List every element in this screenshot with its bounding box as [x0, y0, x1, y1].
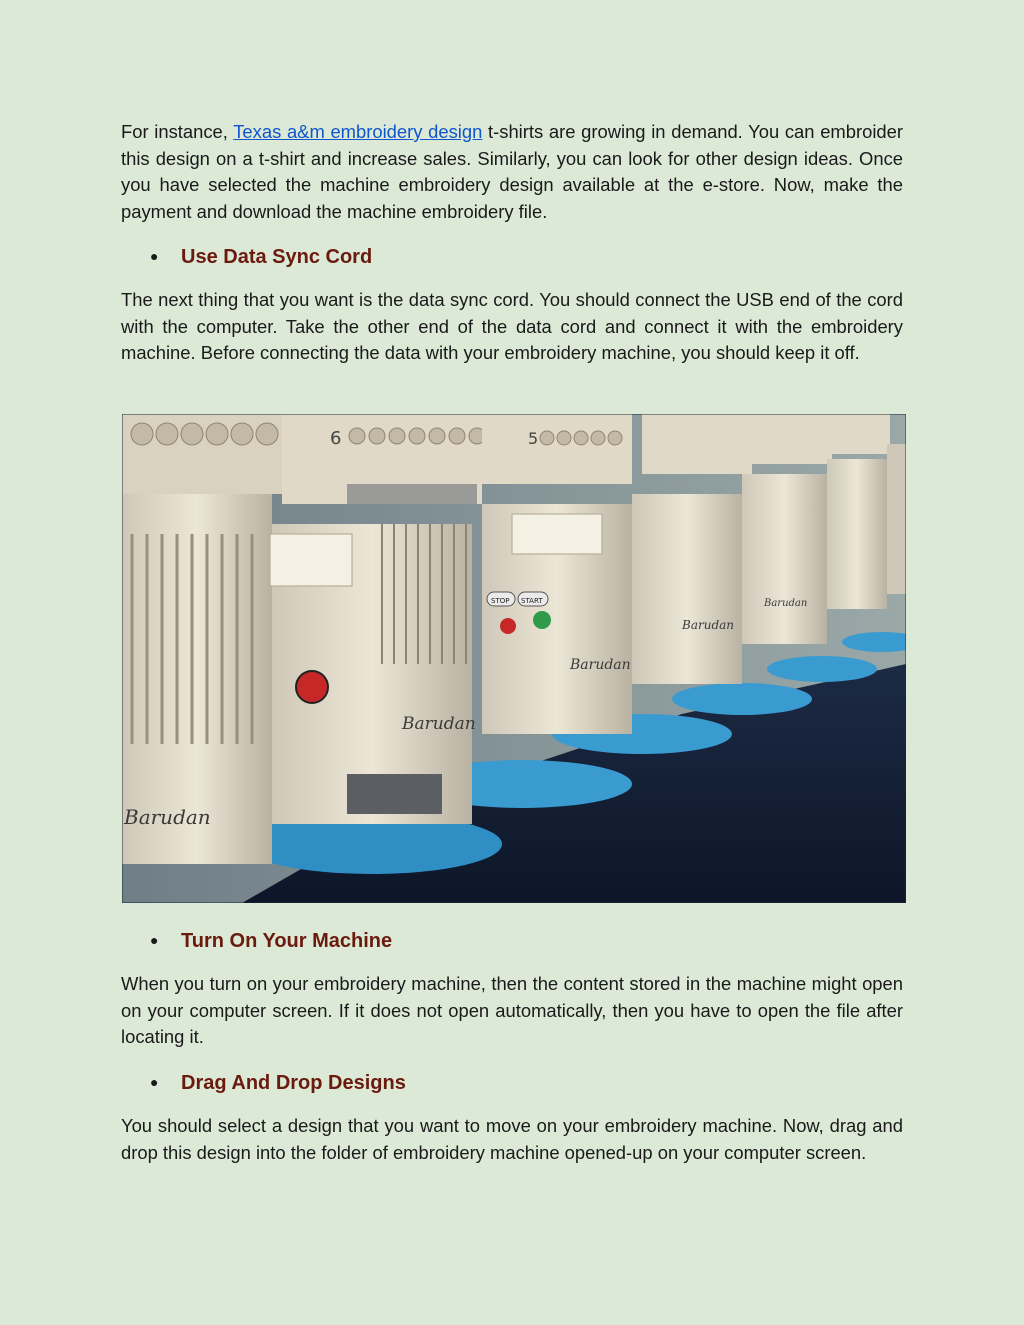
intro-text-start: For instance, [121, 121, 234, 142]
stop-button-label: STOP [491, 597, 510, 605]
brand-label: Barudan [682, 618, 735, 632]
start-button-label: START [521, 597, 543, 605]
heading-drag-and-drop-designs [150, 1069, 406, 1096]
bullet-icon: ● [150, 932, 159, 948]
heading-text: Use Data Sync Cord [181, 246, 373, 268]
machine-head-4 [632, 414, 752, 684]
intro-text-end: t-shirts are growing in demand. You can embroider this design on a t-shirt and increase sales. Similarly, you can look for other design ideas. Once you have selected the machine embroidery design available at the e-store. Now, make the payment and download the machine embroidery file. [121, 121, 903, 222]
bullet-icon: ● [150, 248, 159, 264]
machine-head-2 [270, 414, 485, 824]
heading-turn-on-your-machine [150, 927, 392, 954]
embroidery-machines-illustration [122, 414, 906, 903]
heading-text: Turn On Your Machine [181, 930, 393, 952]
texas-am-design-link[interactable]: Texas a&m embroidery design [233, 121, 483, 142]
embroidery-machines-photo [122, 414, 906, 903]
brand-label: Barudan [402, 714, 476, 734]
heading-text: Drag And Drop Designs [181, 1072, 406, 1094]
machine-head-1 [122, 414, 282, 864]
brand-label: Barudan [124, 805, 211, 829]
bullet-icon: ● [150, 1074, 159, 1090]
section-paragraph: The next thing that you want is the data sync cord. You should connect the USB end of the cord with the computer. Take the other end of the data cord and connect it with the embroidery machine. Before connecting the data with your embroidery machine, you should keep it off. [121, 289, 903, 363]
section-paragraph: When you turn on your embroidery machine, then the content stored in the machine might open on your computer screen. If it does not open automatically, then you have to open the file after locating it. [121, 973, 903, 1047]
section-paragraph: You should select a design that you want to move on your embroidery machine. Now, drag and drop this design into the folder of embroidery machine opened-up on your computer screen. [121, 1115, 903, 1163]
brand-label: Barudan [764, 598, 808, 609]
machine-head-5 [742, 414, 832, 644]
machine-head-3 [482, 414, 632, 734]
brand-label: Barudan [570, 657, 631, 673]
head-number: 5 [528, 429, 539, 448]
heading-use-data-sync-cord [150, 243, 372, 270]
intro-paragraph [121, 119, 903, 225]
emergency-stop-icon [296, 671, 328, 703]
head-number: 6 [330, 428, 342, 449]
